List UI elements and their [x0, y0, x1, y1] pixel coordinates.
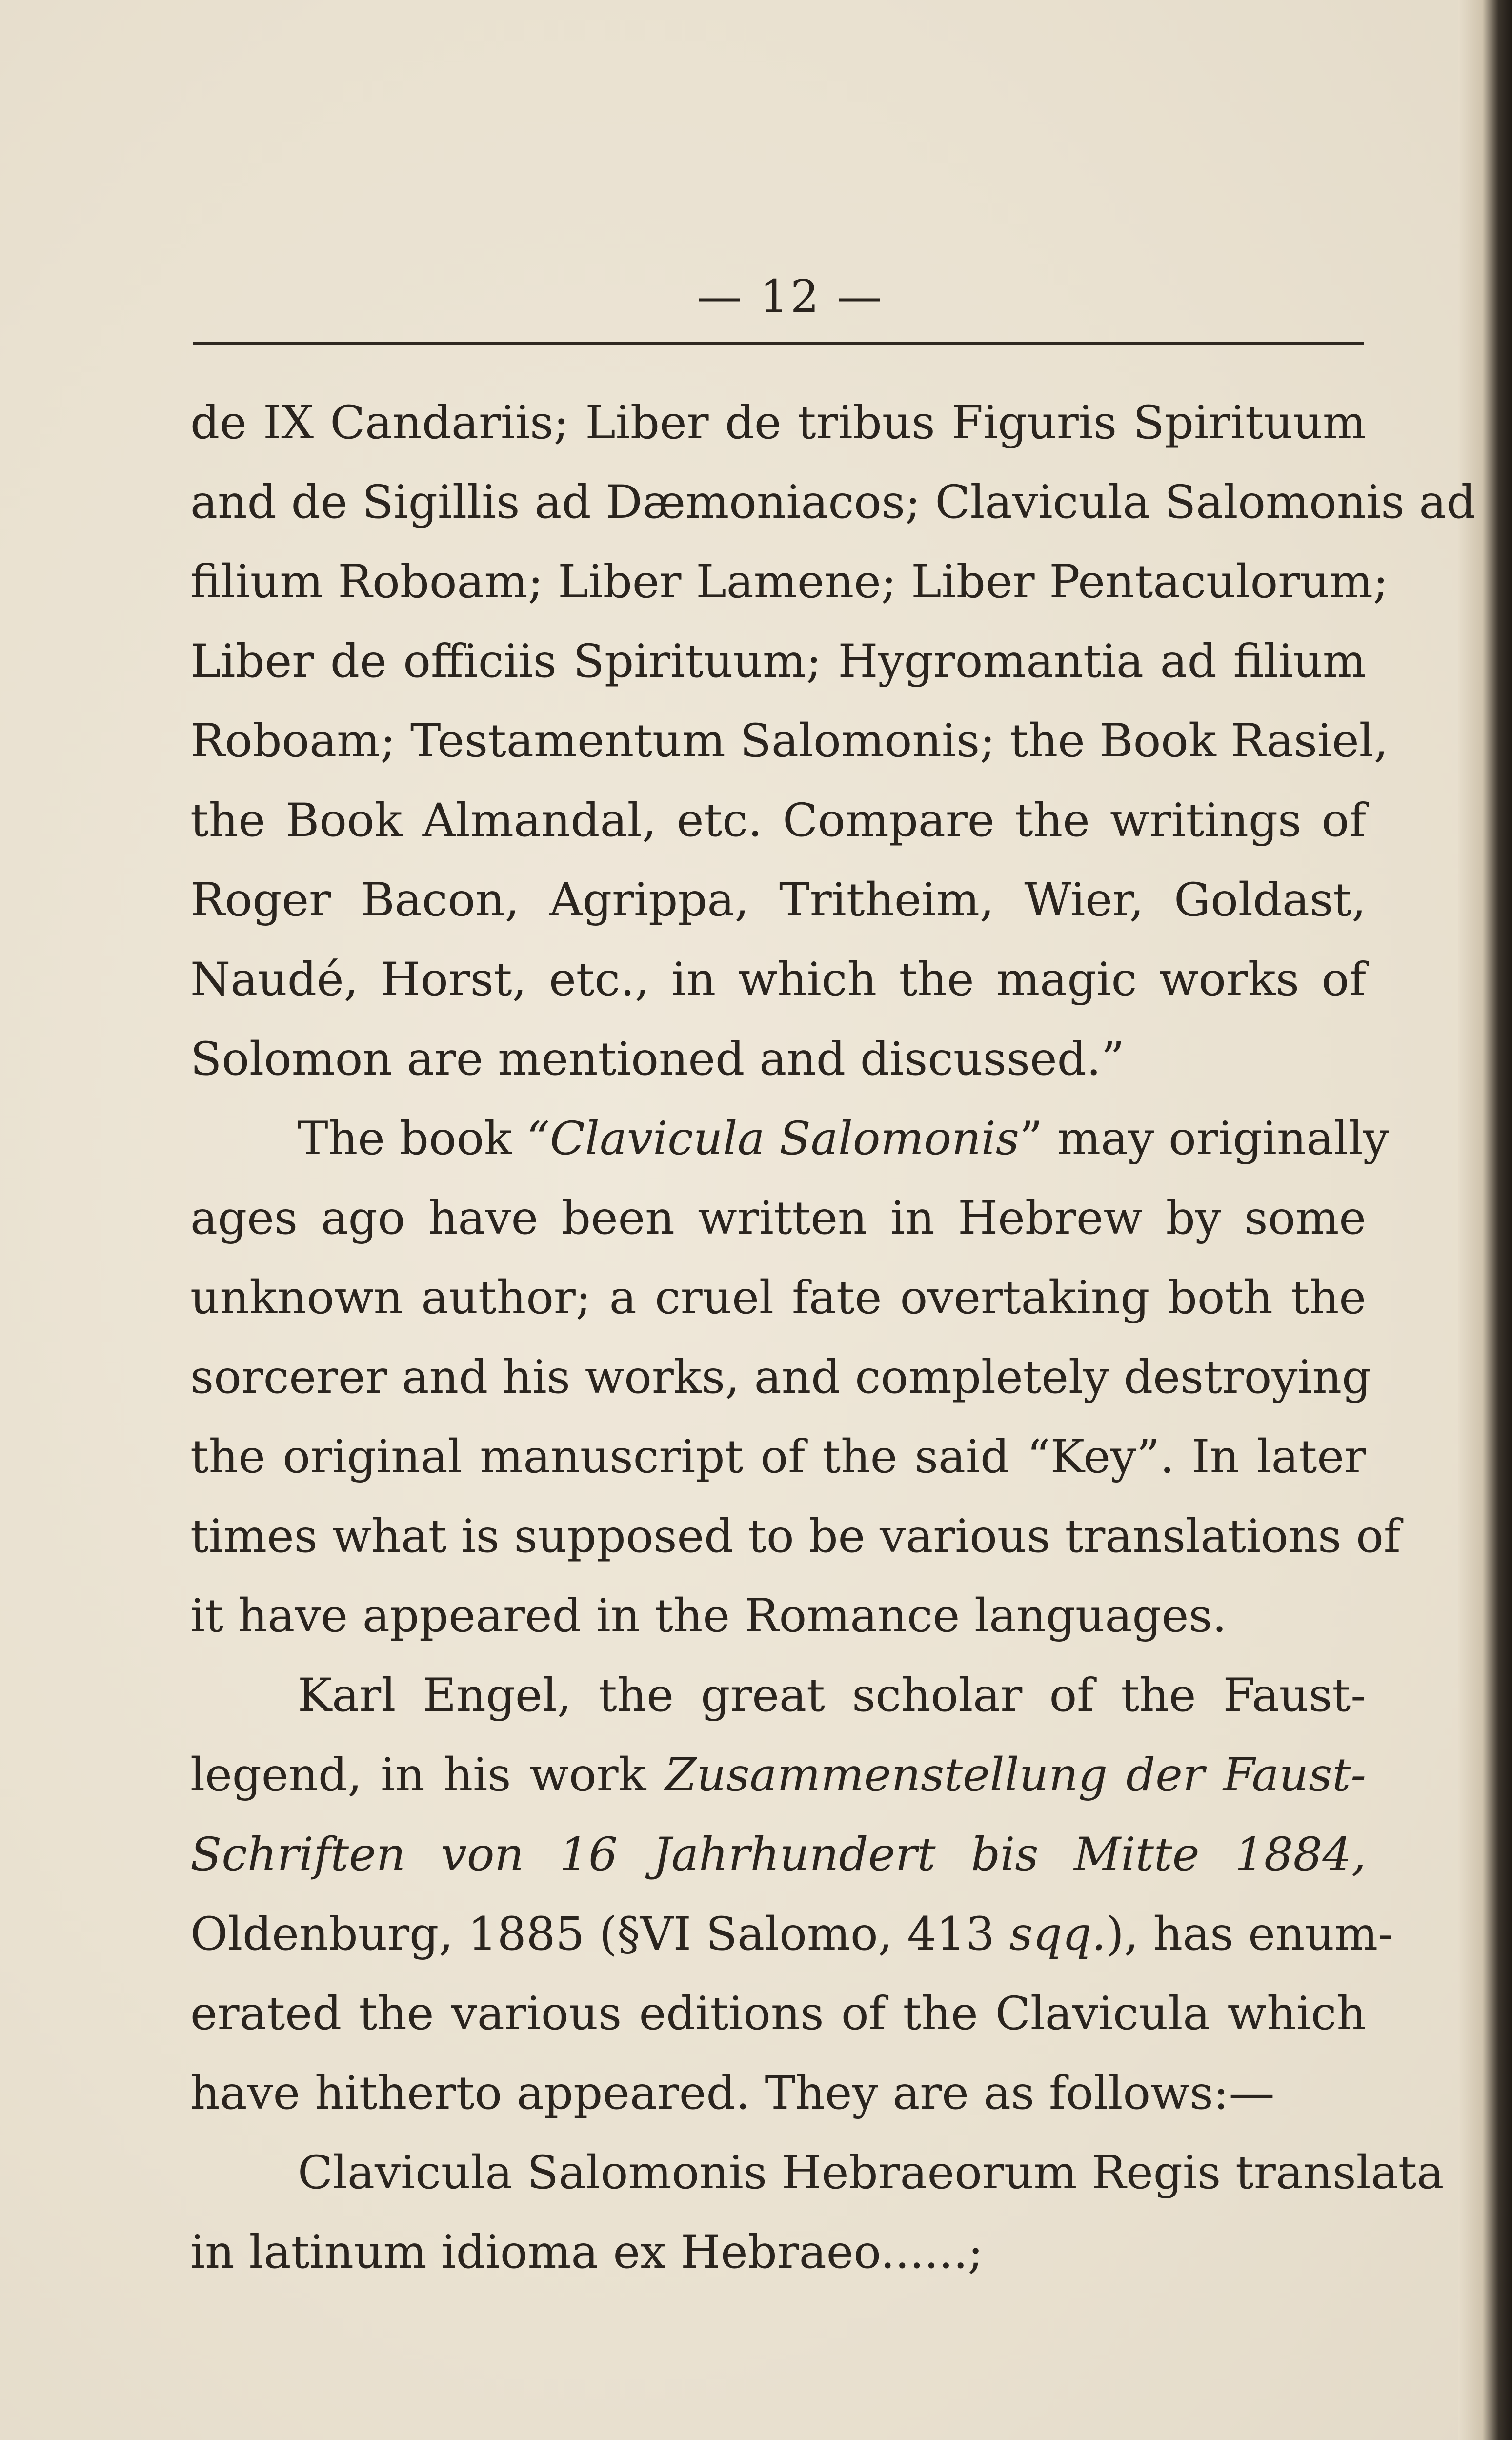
- text-line: the original manuscript of the said “Key”. In later: [190, 1430, 1366, 1484]
- text-line: Roger Bacon, Agrippa, Tritheim, Wier, Goldast,: [190, 874, 1366, 927]
- text-line: Karl Engel, the great scholar of the Faust-: [298, 1669, 1366, 1722]
- text-line: Roboam; Testamentum Salomonis; the Book Rasiel,: [190, 714, 1389, 768]
- text-line: the Book Almandal, etc. Compare the writings of: [190, 794, 1366, 847]
- text-line: de IX Candariis; Liber de tribus Figuris Spirituum: [190, 396, 1366, 449]
- text-line: unknown author; a cruel fate overtaking both the: [190, 1271, 1366, 1324]
- text-line: Schriften von 16 Jahrhundert bis Mitte 1884,: [190, 1828, 1366, 1881]
- text-line: ages ago have been written in Hebrew by some: [190, 1192, 1366, 1245]
- text-line: sorcerer and his works, and completely destroying: [190, 1351, 1371, 1404]
- text-line: it have appeared in the Romance languages.: [190, 1589, 1227, 1643]
- text-line: Liber de officiis Spirituum; Hygromantia ad filium: [190, 635, 1366, 688]
- text-line: legend, in his work Zusammenstellung der Faust-: [190, 1749, 1366, 1802]
- text-line: Naudé, Horst, etc., in which the magic works of: [190, 953, 1366, 1006]
- text-line: Clavicula Salomonis Hebraeorum Regis translata: [298, 2146, 1444, 2199]
- text-line: in latinum idioma ex Hebraeo......;: [190, 2226, 984, 2279]
- text-line: times what is supposed to be various translations of: [190, 1510, 1401, 1563]
- text-line: filium Roboam; Liber Lamene; Liber Pentaculorum;: [190, 555, 1389, 609]
- text-line: erated the various editions of the Clavicula which: [190, 1987, 1366, 2040]
- page-edge-shadow: [1458, 0, 1512, 2440]
- text-line: have hitherto appeared. They are as follows:—: [190, 2067, 1275, 2120]
- text-line: Solomon are mentioned and discussed.”: [190, 1033, 1125, 1086]
- text-line: Oldenburg, 1885 (§VI Salomo, 413 sqq.), has enum-: [190, 1908, 1393, 1961]
- page-number: — 12 —: [697, 270, 884, 323]
- text-line: The book “Clavicula Salomonis” may originally: [298, 1112, 1389, 1165]
- header-rule: [193, 342, 1364, 345]
- text-line: and de Sigillis ad Dæmoniacos; Clavicula Salomonis ad: [190, 476, 1476, 529]
- body-text: [190, 383, 1476, 2292]
